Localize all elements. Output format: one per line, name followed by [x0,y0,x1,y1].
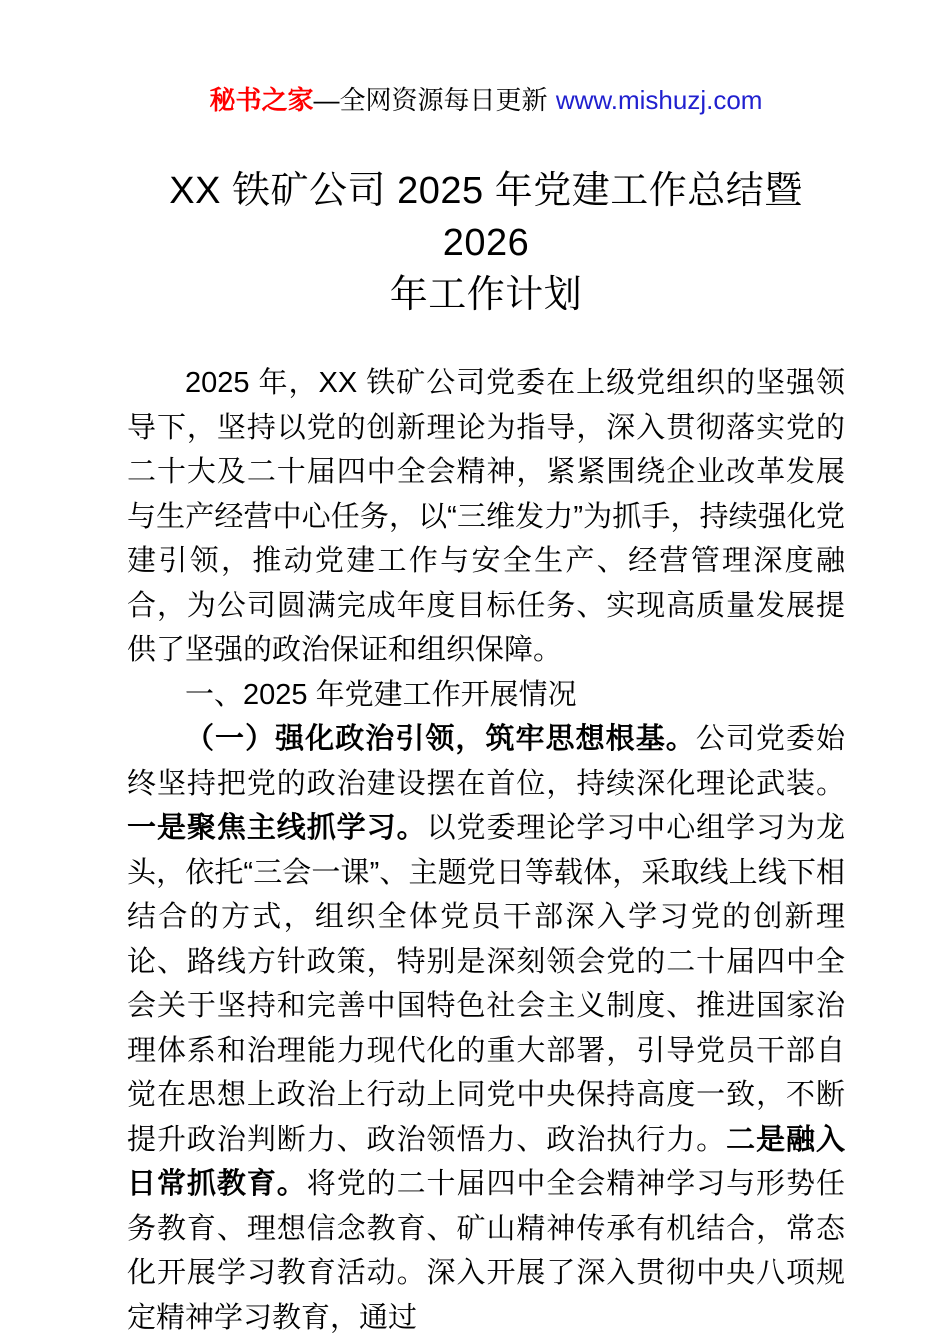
document-body [127,361,845,1340]
text-run: 以党委理论学习中心组学习为龙头，依托“三会一课”、主题党日等载体，采取线上线下相结合的方式，组织全体党员干部深入学习党的创新理论、路线方针政策，特别是深刻领会党的二十届四中全会关于坚持和完善中国特色社会主义制度、推进国家治理体系和治理能力现代化的重大部署，引导党员干部自觉在思想上政治上行动上同党中央保持高度一致，不断提升政治判断力、政治领悟力、政治执行力。 [127,812,845,1156]
section-1-heading [127,673,845,718]
text-run: 2025 年，XX 铁矿公司党委在上级党组织的坚强领导下，坚持以党的创新理论为指导，深入贯彻落实党的二十大及二十届四中全会精神，紧紧围绕企业改革发展与生产经营中心任务，以“三维发力”为抓手，持续强化党建引领，推动党建工作与安全生产、经营管理深度融合，为公司圆满完成年度目标任务、实现高质量发展提供了坚强的政治保证和组织保障。 [127,367,845,666]
bold-run: （一）强化政治引领，筑牢思想根基。 [185,723,696,755]
site-name: 秘书之家 [209,85,314,115]
document-title-line-1: XX 铁矿公司 2025 年党建工作总结暨 2026 [169,170,803,264]
site-url-link[interactable]: www.mishuzj.com [555,85,763,115]
document-title [127,165,845,321]
bold-run: 二是融入日常抓教育。 [127,1123,845,1200]
document-title-line-2: 年工作计划 [389,274,583,316]
text-run: 公司党委始终坚持把党的政治建设摆在首位，持续深化理论武装。 [127,723,845,800]
site-header-banner [127,84,845,116]
bold-run: 一是聚焦主线抓学习。 [127,812,427,844]
intro-paragraph [127,361,845,673]
section-1-1-paragraph [127,717,845,1340]
site-tagline: —全网资源每日更新 [313,85,548,115]
page-content [127,84,845,1340]
text-run: 一、2025 年党建工作开展情况 [185,678,577,711]
text-run: 将党的二十届四中全会精神学习与形势任务教育、理想信念教育、矿山精神传承有机结合，常态化开展学习教育活动。深入开展了深入贯彻中央八项规定精神学习教育，通过 [127,1168,845,1334]
